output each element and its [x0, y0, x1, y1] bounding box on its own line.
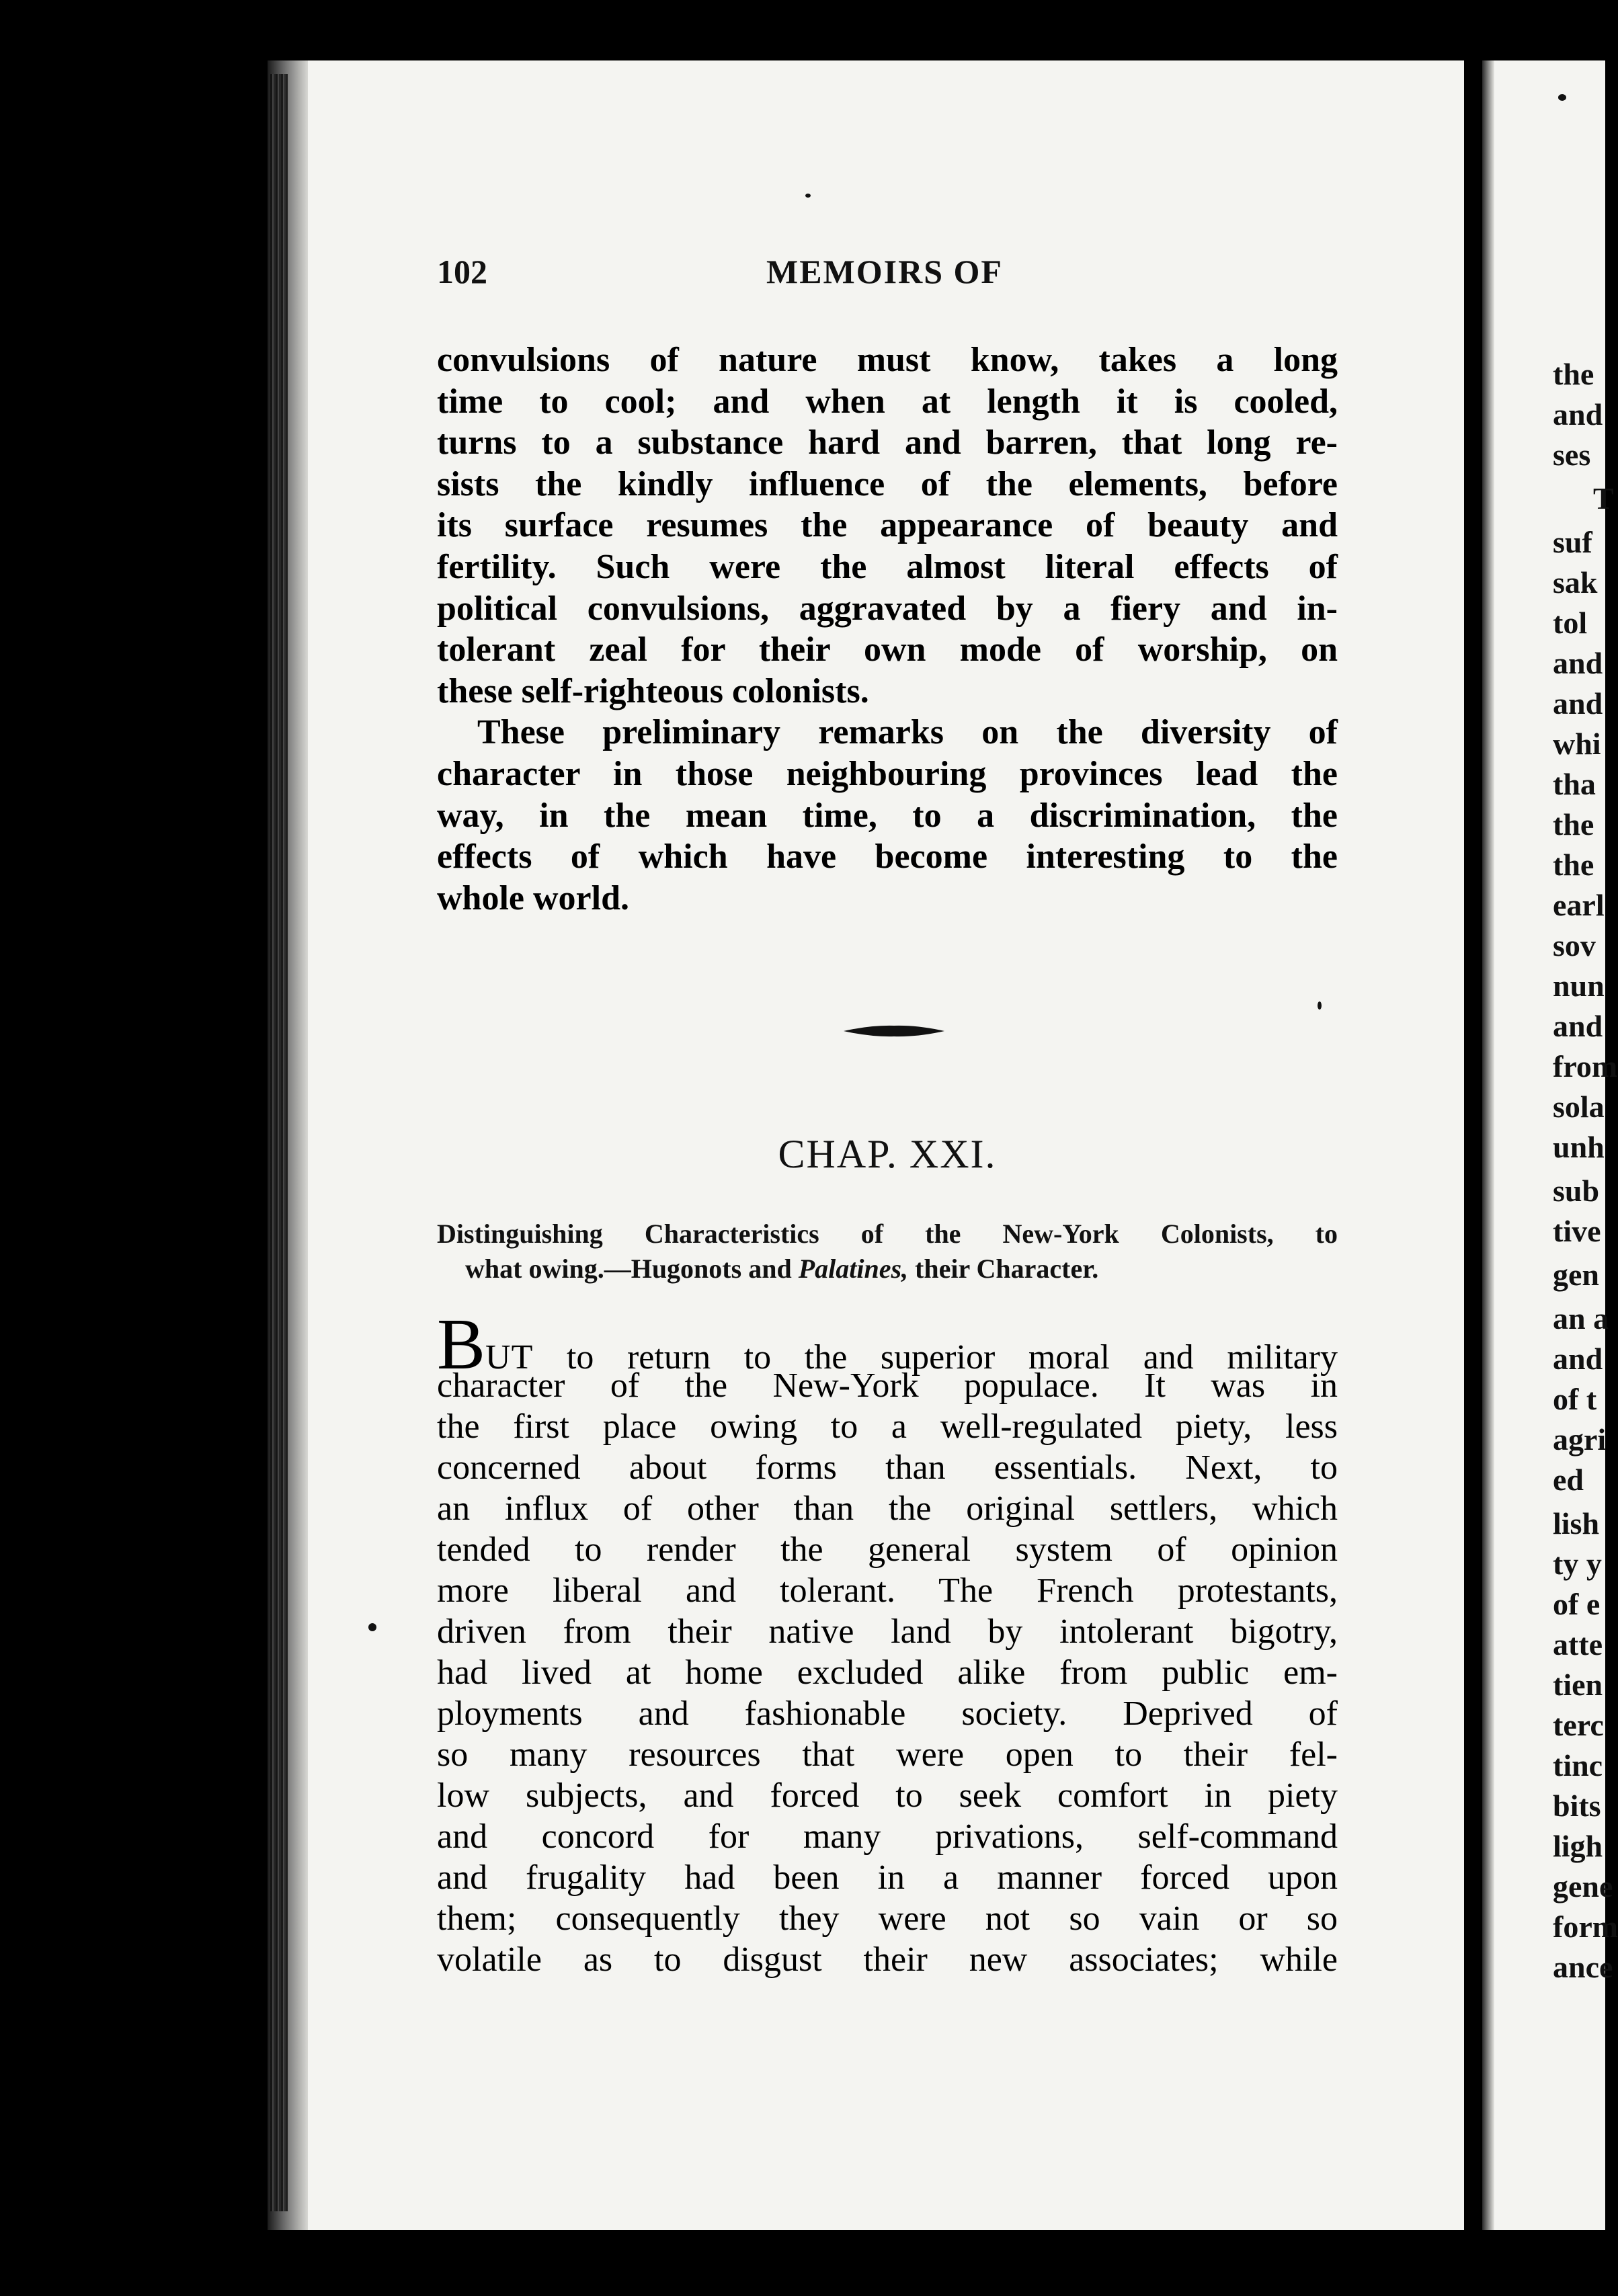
fragment: sola	[1553, 1090, 1605, 1124]
fragment: ed	[1553, 1463, 1584, 1497]
fragment: and	[1553, 1009, 1603, 1043]
scan-speck	[1558, 94, 1566, 101]
text-line: effects of which have become interesting to the	[437, 837, 1338, 876]
text-line: political convulsions, aggravated by a fiery and in-	[437, 589, 1338, 628]
fragment: tol	[1553, 606, 1588, 640]
book-spine-edge	[270, 74, 288, 2211]
fragment: ses	[1553, 438, 1591, 472]
fragment: and	[1553, 686, 1603, 721]
fragment: gene	[1553, 1869, 1613, 1903]
scan-speck	[368, 1623, 376, 1631]
fragment: sov	[1553, 928, 1596, 962]
fragment: tien	[1553, 1668, 1603, 1702]
scan-speck	[1318, 1001, 1322, 1010]
text-line: concerned about forms than essentials. Next, to	[437, 1448, 1338, 1487]
fragment: of t	[1553, 1382, 1597, 1416]
summary-text: what owing.—Hugonots and	[465, 1254, 799, 1284]
text-line: fertility. Such were the almost literal effects of	[437, 547, 1338, 586]
chapter-summary	[437, 1217, 1338, 1286]
running-title: MEMOIRS OF	[766, 253, 1003, 290]
body-text	[437, 339, 1338, 919]
first-text-line	[437, 1305, 1338, 1385]
fragment: terc	[1553, 1708, 1604, 1742]
fragment: ance	[1553, 1950, 1613, 1984]
fragment: of e	[1553, 1587, 1601, 1621]
fragment: and	[1553, 646, 1603, 680]
text-line: and concord for many privations, self-command	[437, 1817, 1338, 1856]
fragment: an a	[1553, 1301, 1609, 1336]
fragment: and	[1553, 397, 1603, 432]
fragment: T	[1593, 481, 1614, 516]
fragment: sak	[1553, 565, 1598, 600]
text-line: more liberal and tolerant. The French protestants,	[437, 1571, 1338, 1610]
running-head	[437, 252, 1338, 299]
text-line: them; consequently they were not so vain or so	[437, 1899, 1338, 1938]
text-line: time to cool; and when at length it is cooled,	[437, 382, 1338, 421]
fragment: bits	[1553, 1789, 1601, 1823]
fragment: tha	[1553, 767, 1596, 801]
right-page-gutter-shadow	[1482, 60, 1494, 2230]
fragment: form	[1553, 1910, 1618, 1944]
text-line: tended to render the general system of opinion	[437, 1530, 1338, 1569]
text-line: character in those neighbouring provinces lead the	[437, 754, 1338, 793]
text-line: whole world.	[437, 878, 629, 917]
fragment: earl	[1553, 888, 1605, 922]
summary-line	[437, 1252, 1338, 1286]
text-line: its surface resumes the appearance of beauty and	[437, 506, 1338, 545]
text-line: had lived at home excluded alike from public em-	[437, 1653, 1338, 1692]
text-line: sists the kindly influence of the elements, before	[437, 464, 1338, 503]
fragment: lish	[1553, 1506, 1600, 1541]
fragment: the	[1553, 357, 1594, 391]
fragment: unh	[1553, 1130, 1605, 1164]
fragment: gen	[1553, 1258, 1599, 1292]
summary-text: their Character.	[908, 1254, 1099, 1284]
fragment: ligh	[1553, 1829, 1603, 1863]
fragment: nun	[1553, 969, 1605, 1003]
text-line: tolerant zeal for their own mode of worship, on	[437, 630, 1338, 669]
fragment: tive	[1553, 1214, 1601, 1248]
section-divider-ornament	[844, 1024, 944, 1038]
fragment: ty y	[1553, 1547, 1602, 1581]
text-line: ployments and fashionable society. Deprived of	[437, 1694, 1338, 1733]
text-line: these self-righteous colonists.	[437, 671, 869, 710]
fragment: the	[1553, 807, 1594, 842]
first-line-rest: to return to the superior moral and military	[533, 1338, 1338, 1377]
fragment: and	[1553, 1342, 1603, 1376]
text-line: the first place owing to a well-regulated piety, less	[437, 1407, 1338, 1446]
chapter-title: CHAP. XXI.	[778, 1132, 997, 1176]
text-line: volatile as to disgust their new associates; while	[437, 1940, 1338, 1979]
summary-italic-text: Palatines,	[798, 1254, 909, 1284]
text-line: way, in the mean time, to a discrimination, the	[437, 796, 1338, 835]
first-word-rest: UT	[485, 1338, 534, 1377]
fragment: suf	[1553, 525, 1592, 559]
chapter-body	[437, 1305, 1338, 1980]
fragment: atte	[1553, 1627, 1603, 1662]
fragment: agri	[1553, 1422, 1607, 1457]
fragment: from	[1553, 1049, 1618, 1083]
text-line: These preliminary remarks on the diversity of	[477, 713, 1338, 752]
fragment: whi	[1553, 727, 1601, 761]
page-number: 102	[437, 253, 487, 290]
text-line: low subjects, and forced to seek comfort in piety	[437, 1776, 1338, 1815]
text-line: turns to a substance hard and barren, that long re-	[437, 423, 1338, 462]
summary-line: Distinguishing Characteristics of the New-York Colonists, to	[437, 1219, 1338, 1249]
fragment: the	[1553, 848, 1594, 882]
fragment: sub	[1553, 1174, 1600, 1208]
scan-speck	[805, 194, 811, 198]
text-line: and frugality had been in a manner forced upon	[437, 1858, 1338, 1897]
text-line: so many resources that were open to their fel-	[437, 1735, 1338, 1774]
text-line: driven from their native land by intolerant bigotry,	[437, 1612, 1338, 1651]
fragment: tinc	[1553, 1748, 1603, 1782]
drop-cap: B	[437, 1305, 486, 1385]
text-line: convulsions of nature must know, takes a long	[437, 341, 1338, 379]
text-line: character of the New-York populace. It was in	[437, 1366, 1338, 1405]
text-line: an influx of other than the original settlers, which	[437, 1489, 1338, 1528]
